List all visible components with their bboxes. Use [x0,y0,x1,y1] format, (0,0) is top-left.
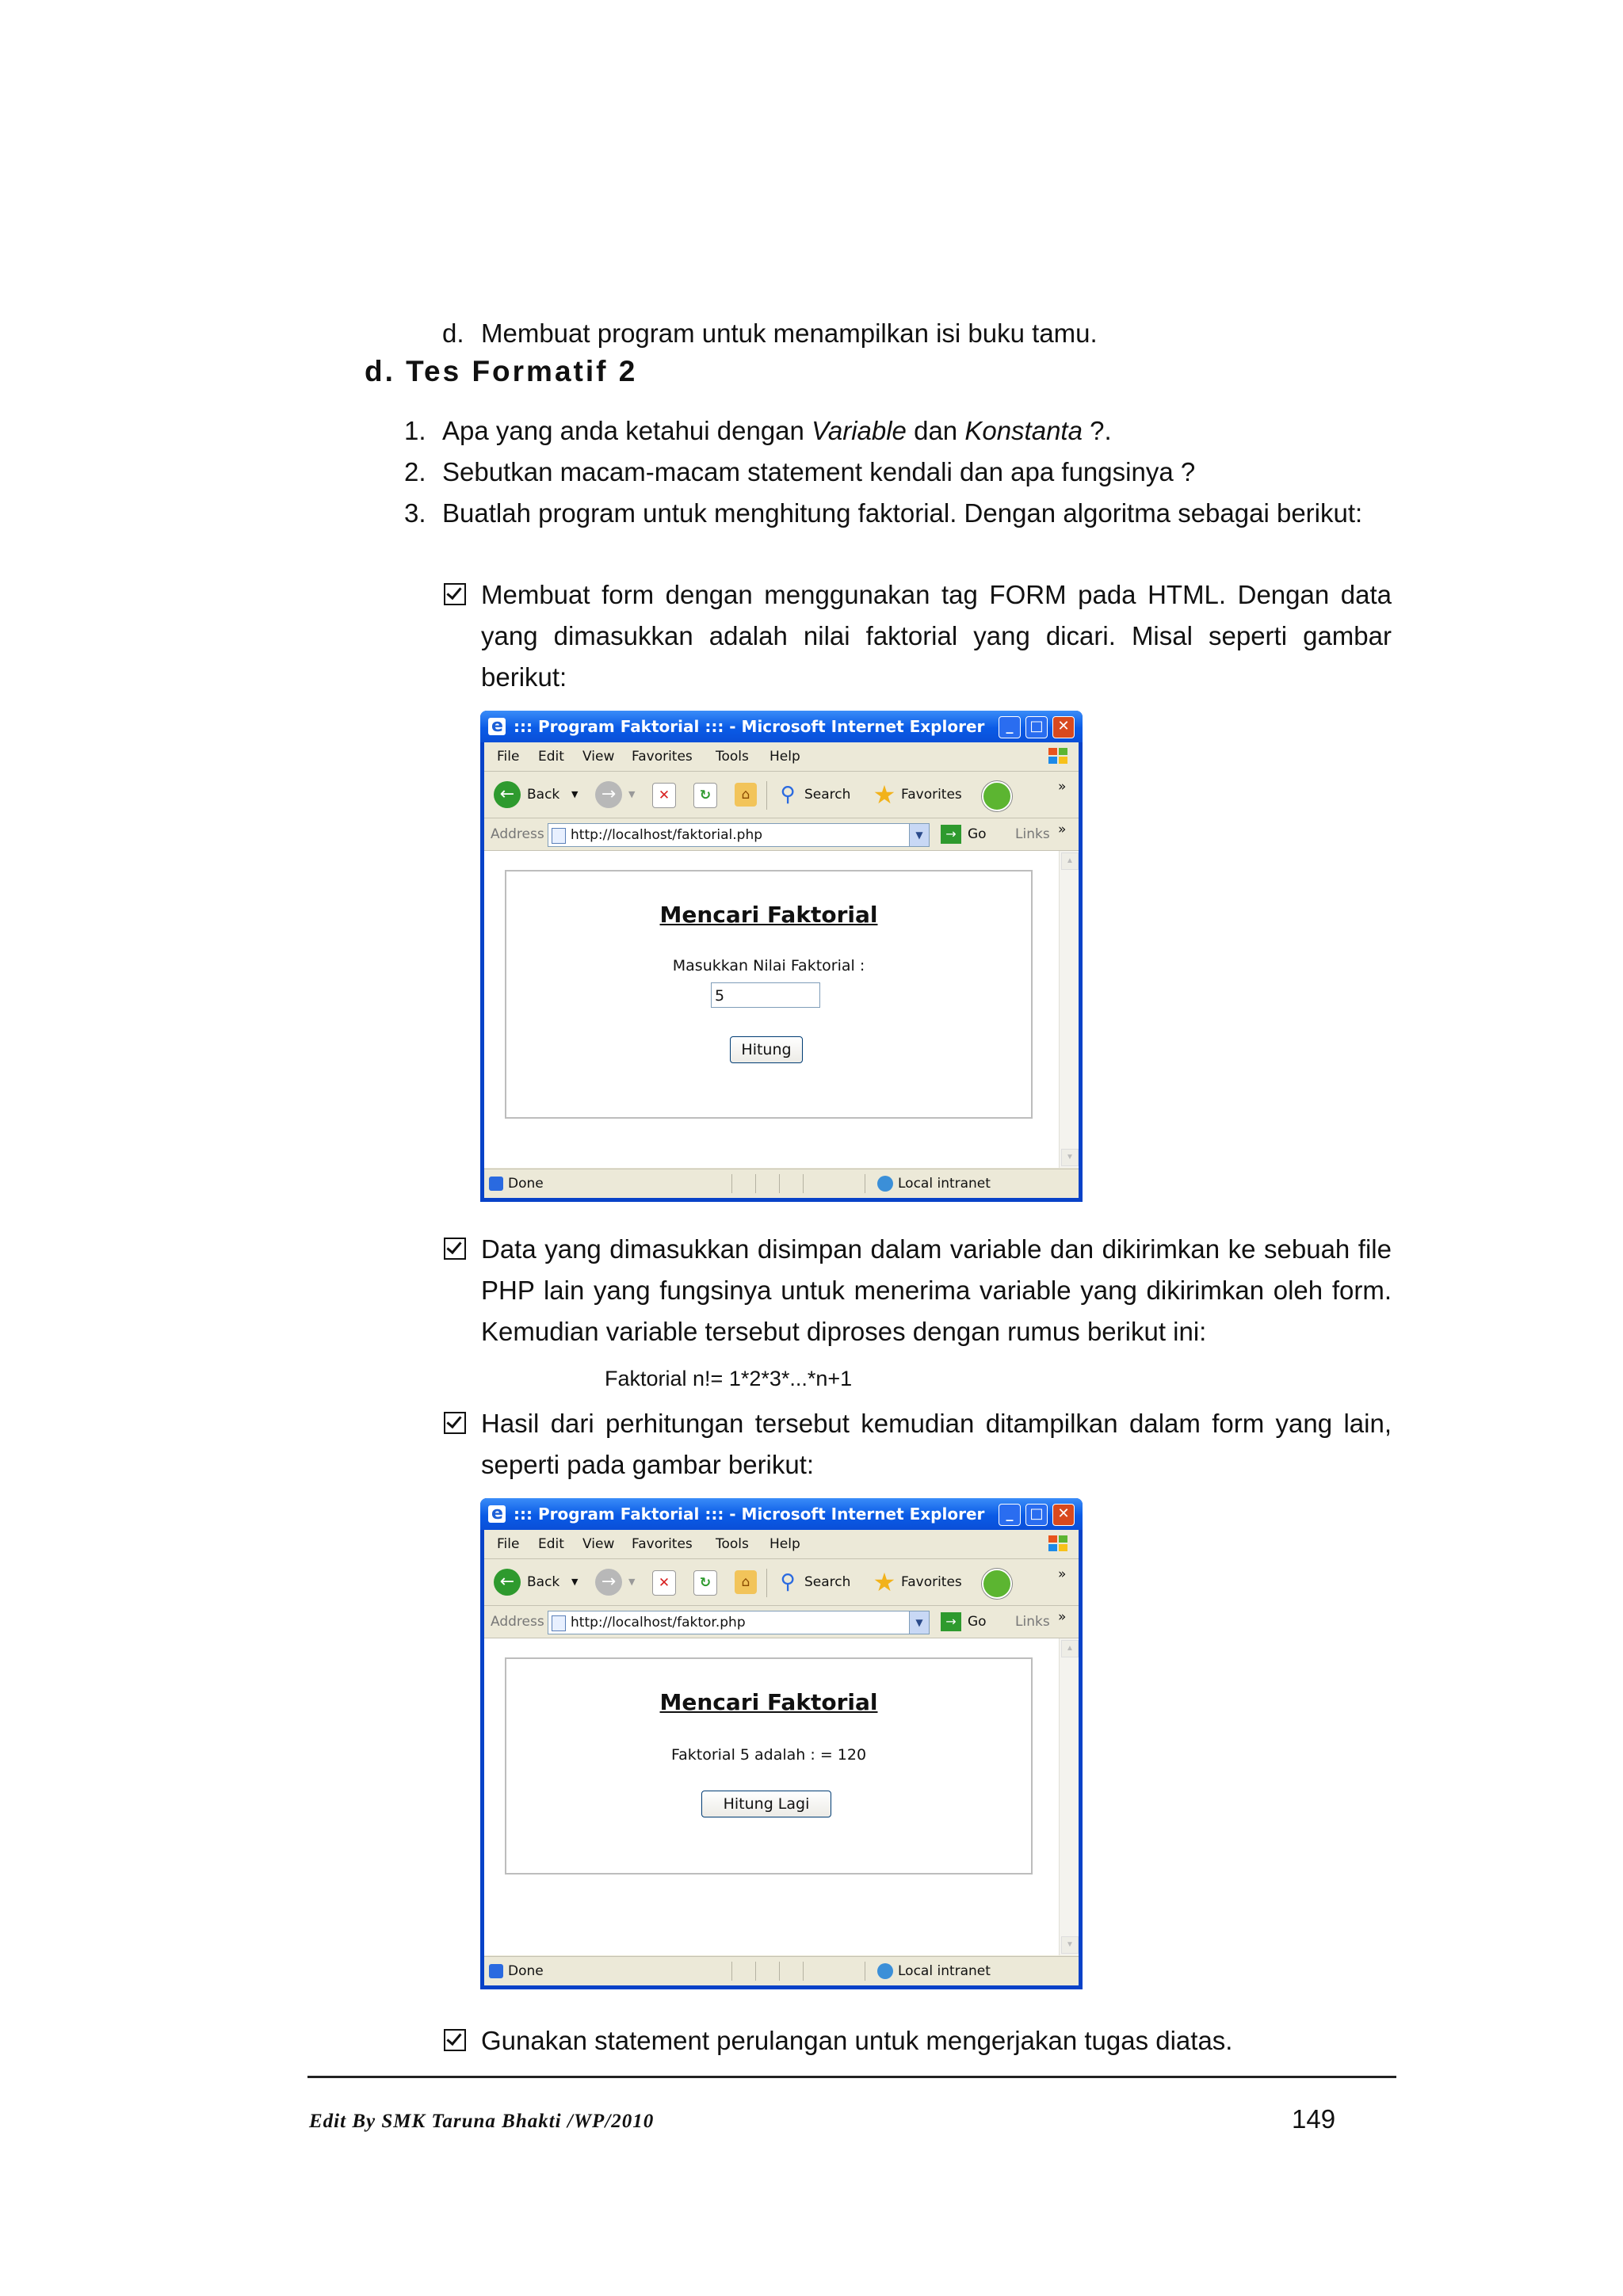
status-zone: Local intranet [898,1963,991,1979]
address-bar [484,818,1079,851]
home-icon[interactable]: ⌂ [735,1570,757,1594]
links-label[interactable]: Links [1015,826,1050,842]
search-button-label[interactable]: Search [804,787,851,803]
back-dropdown-icon[interactable]: ▼ [571,1577,579,1587]
toolbar-separator [766,1569,767,1597]
address-dropdown-icon[interactable]: ▼ [909,1611,929,1634]
maximize-icon[interactable]: □ [1025,1504,1048,1526]
question-3-number: 3. [404,498,426,528]
globe-icon [877,1963,893,1979]
status-separator [731,1174,732,1193]
back-button-label[interactable]: Back [527,787,560,803]
status-separator [755,1174,756,1193]
favorites-star-icon[interactable]: ★ [873,1567,896,1597]
back-icon[interactable]: ← [494,781,521,808]
address-dropdown-icon[interactable]: ▼ [909,824,929,846]
title-bar [480,711,1083,742]
minimize-icon[interactable]: _ [999,716,1021,738]
menu-favorites[interactable]: Favorites [632,1536,693,1552]
checkbox-icon [444,2029,466,2051]
minimize-icon[interactable]: _ [999,1504,1021,1526]
status-separator [731,1962,732,1981]
form-heading: Mencari Faktorial [659,902,878,928]
status-bar [484,1956,1079,1985]
windows-logo-icon [1048,748,1069,765]
result-frame [505,1657,1033,1875]
status-done: Done [508,1176,544,1192]
status-separator [779,1174,780,1193]
scroll-up-icon[interactable]: ▲ [1061,852,1079,870]
page-icon [552,828,566,844]
stop-icon[interactable]: ✕ [652,783,676,808]
menu-file[interactable]: File [497,1536,520,1552]
toolbar-separator [766,781,767,810]
browser-window-1 [480,711,1083,1202]
address-input[interactable] [548,823,930,847]
home-icon[interactable]: ⌂ [735,783,757,807]
term-konstanta: Konstanta [964,416,1083,445]
forward-dropdown-icon[interactable]: ▼ [628,1577,636,1587]
result-heading: Mencari Faktorial [659,1689,878,1715]
ie-page-icon [489,1964,503,1978]
browser-window-2 [480,1498,1083,1989]
go-button-label[interactable]: Go [968,826,987,842]
menu-help[interactable]: Help [769,1536,800,1552]
media-icon[interactable] [982,781,1012,811]
question-1-text [442,410,1112,452]
menu-bar [484,742,1079,772]
favorites-star-icon[interactable]: ★ [873,780,896,810]
status-separator [803,1174,804,1193]
menu-tools[interactable]: Tools [716,1536,749,1552]
menu-favorites[interactable]: Favorites [632,749,693,765]
bullet-3-text: Hasil dari perhitungan tersebut kemudian ditampilkan dalam form yang lain, seperti pada gambar berikut: [481,1409,1392,1479]
menu-tools[interactable]: Tools [716,749,749,765]
status-bar [484,1169,1079,1198]
term-variable: Variable [812,416,907,445]
ie-icon [488,1505,506,1523]
scroll-up-icon[interactable]: ▲ [1061,1640,1079,1657]
links-overflow-icon[interactable]: » [1058,1609,1067,1625]
globe-icon [877,1176,893,1192]
form-frame [505,870,1033,1119]
hitung-button[interactable]: Hitung [730,1036,803,1063]
back-dropdown-icon[interactable]: ▼ [571,789,579,799]
toolbar [484,772,1079,818]
search-button-label[interactable]: Search [804,1574,851,1590]
checkbox-icon [444,1238,466,1260]
page-icon [552,1615,566,1631]
status-separator [779,1962,780,1981]
address-label: Address [491,1614,544,1630]
bullet-2-text: Data yang dimasukkan disimpan dalam variable dan dikirimkan ke sebuah file PHP lain yang fungsinya untuk menerima variable yang dikirimkan oleh form. Kemudian variable tersebut diproses dengan rumus berikut ini: [481,1234,1392,1346]
bullet-4-text: Gunakan statement perulangan untuk mengerjakan tugas diatas. [481,2026,1233,2055]
browser-content [484,1638,1079,1955]
question-1-part-a: Apa yang anda ketahui dengan [442,416,812,445]
maximize-icon[interactable]: □ [1025,716,1048,738]
toolbar [484,1559,1079,1606]
go-button-label[interactable]: Go [968,1614,987,1630]
links-overflow-icon[interactable]: » [1058,822,1067,837]
list-marker-d: d. [442,318,464,348]
window-title: ::: Program Faktorial ::: - Microsoft Internet Explorer [514,1505,985,1524]
search-icon[interactable]: ⚲ [780,1570,796,1594]
media-icon[interactable] [982,1569,1012,1599]
menu-view[interactable]: View [582,749,615,765]
list-item-d-text: Membuat program untuk menampilkan isi buku tamu. [481,318,1098,348]
checkbox-icon [444,583,466,605]
question-1-part-b: dan [906,416,965,445]
menu-file[interactable]: File [497,749,520,765]
question-1-number: 1. [404,416,426,445]
vertical-scrollbar[interactable] [1059,1638,1079,1955]
status-done: Done [508,1963,544,1979]
question-3-text: Buatlah program untuk menghitung faktorial. Dengan algoritma sebagai berikut: [442,498,1363,528]
section-heading: d. Tes Formatif 2 [365,355,638,387]
address-url: http://localhost/faktorial.php [571,827,763,843]
ie-icon [488,718,506,735]
close-icon[interactable]: ✕ [1052,716,1075,738]
go-arrow-icon[interactable]: → [941,825,961,844]
toolbar-overflow-icon[interactable]: » [1058,779,1067,795]
browser-content [484,851,1079,1168]
formula-text: Faktorial n!= 1*2*3*...*n+1 [605,1367,853,1390]
hitung-lagi-button[interactable]: Hitung Lagi [701,1791,831,1817]
address-url: http://localhost/faktor.php [571,1615,746,1630]
forward-icon[interactable]: → [595,781,622,808]
menu-edit[interactable]: Edit [538,1536,564,1552]
footer-divider [307,2076,1396,2078]
address-label: Address [491,826,544,842]
menu-bar [484,1530,1079,1559]
question-2-number: 2. [404,457,426,486]
ie-page-icon [489,1177,503,1191]
back-button-label[interactable]: Back [527,1574,560,1590]
go-arrow-icon[interactable]: → [941,1612,961,1631]
refresh-icon[interactable]: ↻ [693,783,717,808]
address-input[interactable] [548,1611,930,1634]
refresh-icon[interactable]: ↻ [693,1570,717,1596]
page-number: 149 [1292,2104,1336,2134]
window-title: ::: Program Faktorial ::: - Microsoft Internet Explorer [514,717,985,736]
forward-dropdown-icon[interactable]: ▼ [628,789,636,799]
menu-help[interactable]: Help [769,749,800,765]
vertical-scrollbar[interactable] [1059,851,1079,1168]
menu-edit[interactable]: Edit [538,749,564,765]
back-icon[interactable]: ← [494,1569,521,1596]
checkbox-icon [444,1412,466,1434]
windows-logo-icon [1048,1535,1069,1553]
scroll-down-icon[interactable]: ▼ [1061,1936,1079,1954]
menu-view[interactable]: View [582,1536,615,1552]
status-separator [755,1962,756,1981]
forward-icon[interactable]: → [595,1569,622,1596]
links-label[interactable]: Links [1015,1614,1050,1630]
title-bar [480,1498,1083,1530]
favorites-button-label[interactable]: Favorites [901,1574,962,1590]
question-1-part-c: ?. [1082,416,1112,445]
favorites-button-label[interactable]: Favorites [901,787,962,803]
status-zone: Local intranet [898,1176,991,1192]
result-text: Faktorial 5 adalah : = 120 [670,1746,867,1764]
footer-credit: Edit By SMK Taruna Bhakti /WP/2010 [309,2111,655,2132]
question-2-text: Sebutkan macam-macam statement kendali dan apa fungsinya ? [442,457,1196,486]
address-bar [484,1606,1079,1638]
faktorial-input[interactable]: 5 [711,982,820,1008]
scroll-down-icon[interactable]: ▼ [1061,1149,1079,1166]
toolbar-overflow-icon[interactable]: » [1058,1566,1067,1582]
close-icon[interactable]: ✕ [1052,1504,1075,1526]
form-label: Masukkan Nilai Faktorial : [672,957,865,974]
search-icon[interactable]: ⚲ [780,783,796,807]
bullet-1-text: Membuat form dengan menggunakan tag FORM pada HTML. Dengan data yang dimasukkan adalah nilai faktorial yang dicari. Misal seperti gambar berikut: [481,580,1392,692]
status-separator [803,1962,804,1981]
stop-icon[interactable]: ✕ [652,1570,676,1596]
